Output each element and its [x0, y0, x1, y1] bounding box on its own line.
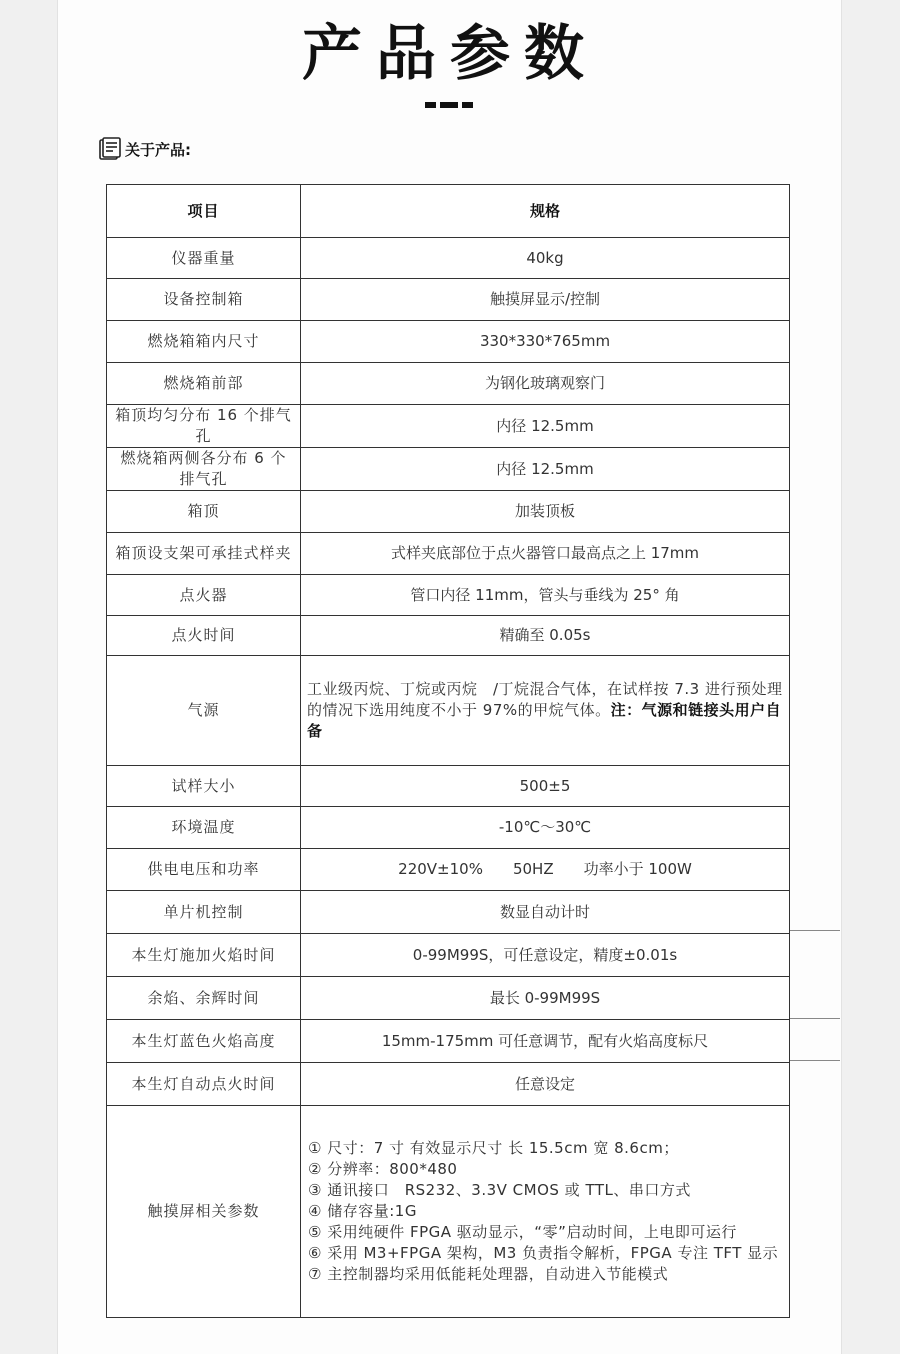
row-item: 本生灯蓝色火焰高度 — [107, 1020, 301, 1063]
table-row — [107, 766, 790, 807]
row-item: 仪器重量 — [107, 238, 301, 279]
row-item: 单片机控制 — [107, 891, 301, 934]
table-row — [107, 238, 790, 279]
table-row — [107, 977, 790, 1020]
table-row — [107, 448, 790, 491]
table-row — [107, 1063, 790, 1106]
row-spec — [301, 656, 790, 766]
row-item: 本生灯自动点火时间 — [107, 1063, 301, 1106]
row-spec: 最长 0-99M99S — [301, 977, 790, 1020]
row-item: 环境温度 — [107, 807, 301, 849]
table-row — [107, 575, 790, 616]
gas-spec-note: 注：气源和链接头用户自备 — [307, 701, 782, 740]
row-item: 触摸屏相关参数 — [107, 1106, 301, 1318]
row-item: 燃烧箱箱内尺寸 — [107, 321, 301, 363]
touch-param-line: ⑥ 采用 M3+FPGA 架构，M3 负责指令解析，FPGA 专注 TFT 显示 — [308, 1244, 779, 1262]
row-item: 试样大小 — [107, 766, 301, 807]
row-spec: -10℃～30℃ — [301, 807, 790, 849]
row-item: 设备控制箱 — [107, 279, 301, 321]
row-item: 点火时间 — [107, 616, 301, 656]
row-spec: 220V±10% 50HZ 功率小于 100W — [301, 849, 790, 891]
table-row-touch — [107, 1106, 790, 1318]
document-list-icon — [97, 136, 123, 162]
row-item: 箱顶 — [107, 491, 301, 533]
row-item: 供电电压和功率 — [107, 849, 301, 891]
row-spec: 为钢化玻璃观察门 — [301, 363, 790, 405]
row-item: 箱顶均匀分布 16 个排气孔 — [107, 405, 301, 448]
row-spec: 任意设定 — [301, 1063, 790, 1106]
row-item: 点火器 — [107, 575, 301, 616]
row-spec: 精确至 0.05s — [301, 616, 790, 656]
table-row — [107, 279, 790, 321]
table-header-row — [107, 185, 790, 238]
table-row — [107, 616, 790, 656]
row-spec: 触摸屏显示/控制 — [301, 279, 790, 321]
header-item: 项目 — [107, 185, 301, 238]
touch-param-line: ④ 储存容量:1G — [308, 1202, 417, 1220]
title-underline — [440, 102, 458, 108]
touch-param-line: ① 尺寸：7 寸 有效显示尺寸 长 15.5cm 宽 8.6cm； — [308, 1139, 679, 1157]
title-underline — [462, 102, 473, 108]
row-item: 余焰、余辉时间 — [107, 977, 301, 1020]
table-row — [107, 849, 790, 891]
page-title: 产品参数 — [302, 19, 598, 89]
header-spec: 规格 — [301, 185, 790, 238]
row-item: 气源 — [107, 656, 301, 766]
touch-param-line: ② 分辨率：800*480 — [308, 1160, 458, 1178]
table-row — [107, 934, 790, 977]
row-spec: 500±5 — [301, 766, 790, 807]
row-spec: 15mm-175mm 可任意调节，配有火焰高度标尺 — [301, 1020, 790, 1063]
row-spec — [301, 1106, 790, 1318]
row-spec: 40kg — [301, 238, 790, 279]
margin-rule — [790, 1018, 840, 1019]
table-row — [107, 491, 790, 533]
title-underline — [425, 102, 436, 108]
touch-param-line: ③ 通讯接口 RS232、3.3V CMOS 或 TTL、串口方式 — [308, 1181, 691, 1199]
section-label: 关于产品: — [125, 140, 191, 159]
table-row — [107, 363, 790, 405]
row-spec: 内径 12.5mm — [301, 405, 790, 448]
row-item: 燃烧箱两侧各分布 6 个排气孔 — [107, 448, 301, 491]
table-row — [107, 807, 790, 849]
gas-spec-text: 工业级丙烷、丁烷或丙烷 /丁烷混合气体，在试样按 7.3 进行预处理的情况下选用纯度不小于 97%的甲烷气体。 — [307, 680, 783, 719]
margin-rule — [790, 1060, 840, 1061]
spec-table — [106, 184, 790, 1318]
table-row — [107, 533, 790, 575]
table-row-gas — [107, 656, 790, 766]
row-spec: 内径 12.5mm — [301, 448, 790, 491]
row-spec: 式样夹底部位于点火器管口最高点之上 17mm — [301, 533, 790, 575]
section-heading — [97, 136, 191, 162]
touch-param-line: ⑦ 主控制器均采用低能耗处理器，自动进入节能模式 — [308, 1265, 669, 1283]
row-item: 本生灯施加火焰时间 — [107, 934, 301, 977]
table-row — [107, 405, 790, 448]
row-item: 箱顶设支架可承挂式样夹 — [107, 533, 301, 575]
row-spec: 数显自动计时 — [301, 891, 790, 934]
table-row — [107, 321, 790, 363]
row-item: 燃烧箱前部 — [107, 363, 301, 405]
row-spec: 330*330*765mm — [301, 321, 790, 363]
row-spec: 管口内径 11mm，管头与垂线为 25° 角 — [301, 575, 790, 616]
table-row — [107, 1020, 790, 1063]
row-spec: 加装顶板 — [301, 491, 790, 533]
table-row — [107, 891, 790, 934]
gas-spec — [307, 679, 783, 742]
margin-rule — [790, 930, 840, 931]
touch-param-line: ⑤ 采用纯硬件 FPGA 驱动显示，“零”启动时间，上电即可运行 — [308, 1223, 737, 1241]
row-spec: 0-99M99S，可任意设定，精度±0.01s — [301, 934, 790, 977]
